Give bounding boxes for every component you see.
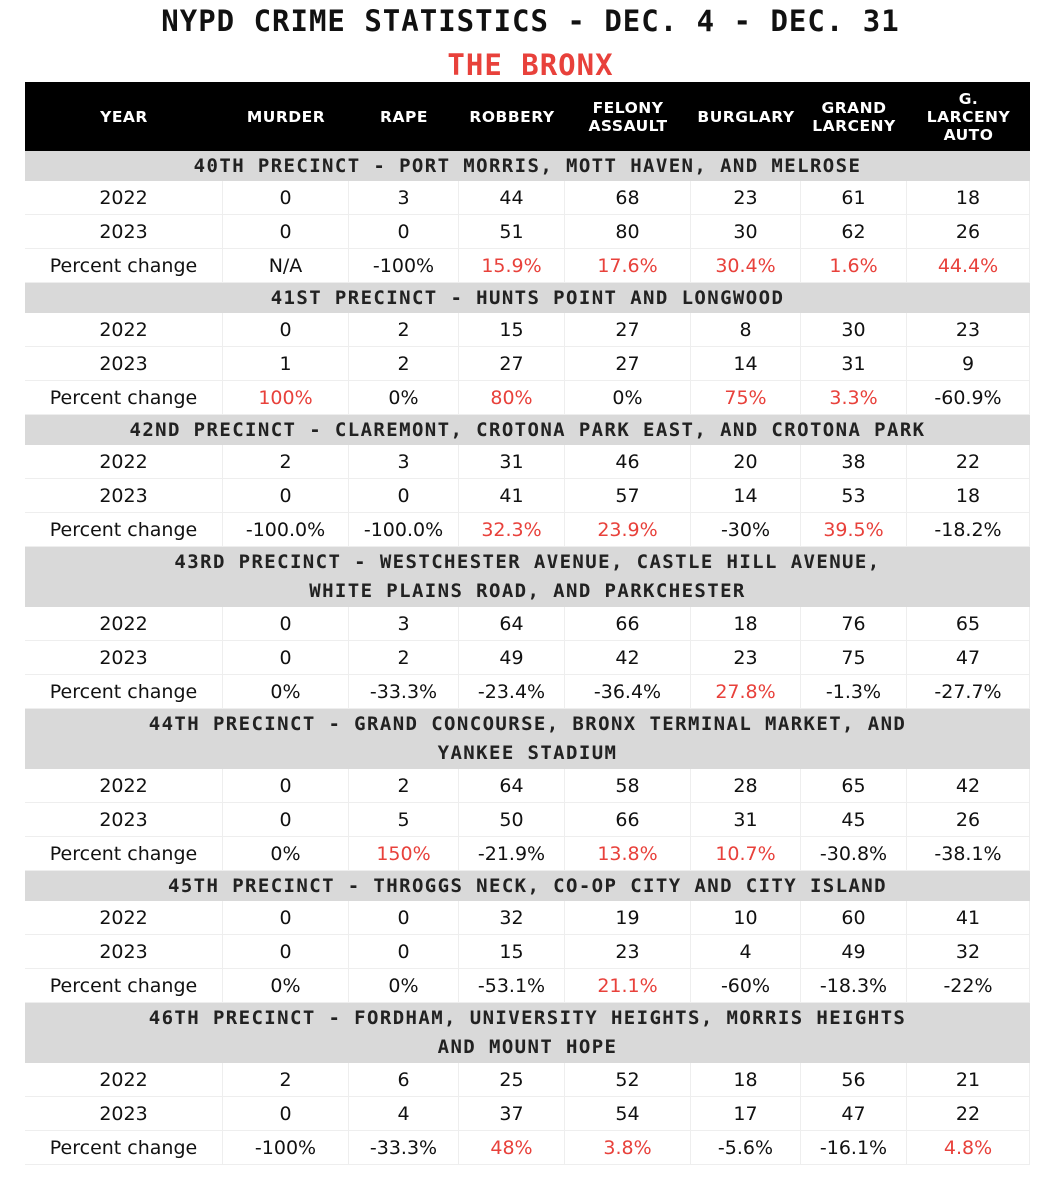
- table-cell: -30%: [691, 513, 801, 547]
- row-label: 2023: [25, 935, 223, 969]
- table-cell: 45: [801, 803, 907, 837]
- table-cell: 3: [349, 181, 459, 215]
- table-cell: 32.3%: [459, 513, 565, 547]
- table-cell: 23: [691, 641, 801, 675]
- table-cell: 31: [801, 347, 907, 381]
- table-cell: 80%: [459, 381, 565, 415]
- table-cell: 76: [801, 607, 907, 641]
- row-label: 2022: [25, 445, 223, 479]
- table-cell: 21.1%: [565, 969, 691, 1003]
- table-cell: 58: [565, 769, 691, 803]
- precinct-section-header: 41ST PRECINCT - HUNTS POINT AND LONGWOOD: [25, 283, 1030, 313]
- table-cell: 0: [349, 215, 459, 249]
- column-header: G. LARCENY AUTO: [907, 82, 1030, 151]
- table-cell: 0%: [349, 969, 459, 1003]
- table-cell: 62: [801, 215, 907, 249]
- table-cell: 0: [223, 607, 349, 641]
- table-cell: 8: [691, 313, 801, 347]
- row-label: 2023: [25, 215, 223, 249]
- table-cell: 1: [223, 347, 349, 381]
- table-cell: 25: [459, 1063, 565, 1097]
- table-cell: 18: [691, 607, 801, 641]
- table-cell: 150%: [349, 837, 459, 871]
- table-cell: 60: [801, 901, 907, 935]
- row-label: 2023: [25, 479, 223, 513]
- table-cell: 41: [459, 479, 565, 513]
- table-cell: 4: [691, 935, 801, 969]
- table-cell: 0%: [223, 969, 349, 1003]
- table-cell: 2: [349, 769, 459, 803]
- table-cell: 3: [349, 607, 459, 641]
- table-cell: 18: [907, 479, 1030, 513]
- table-cell: 66: [565, 803, 691, 837]
- column-header: YEAR: [25, 82, 223, 151]
- precinct-section-header: 46TH PRECINCT - FORDHAM, UNIVERSITY HEIGHTS, MORRIS HEIGHTS AND MOUNT HOPE: [25, 1003, 1030, 1063]
- table-cell: 75: [801, 641, 907, 675]
- column-header: RAPE: [349, 82, 459, 151]
- table-cell: 23: [907, 313, 1030, 347]
- table-cell: 9: [907, 347, 1030, 381]
- table-cell: 2: [223, 445, 349, 479]
- table-cell: 5: [349, 803, 459, 837]
- table-cell: 2: [349, 641, 459, 675]
- table-cell: -53.1%: [459, 969, 565, 1003]
- row-label: 2022: [25, 181, 223, 215]
- table-cell: 0: [223, 181, 349, 215]
- table-cell: -100.0%: [223, 513, 349, 547]
- row-label: 2022: [25, 769, 223, 803]
- table-cell: 26: [907, 215, 1030, 249]
- table-cell: 37: [459, 1097, 565, 1131]
- table-cell: 10.7%: [691, 837, 801, 871]
- page-title: NYPD CRIME STATISTICS - DEC. 4 - DEC. 31: [161, 4, 900, 38]
- table-cell: 50: [459, 803, 565, 837]
- table-cell: 0: [223, 769, 349, 803]
- table-cell: 0%: [223, 837, 349, 871]
- table-cell: 65: [801, 769, 907, 803]
- table-cell: 2: [349, 347, 459, 381]
- table-cell: 19: [565, 901, 691, 935]
- table-cell: 15.9%: [459, 249, 565, 283]
- table-cell: 47: [907, 641, 1030, 675]
- table-cell: 31: [691, 803, 801, 837]
- row-label: 2023: [25, 641, 223, 675]
- table-cell: -5.6%: [691, 1131, 801, 1165]
- table-cell: -33.3%: [349, 1131, 459, 1165]
- table-cell: 21: [907, 1063, 1030, 1097]
- table-cell: 30.4%: [691, 249, 801, 283]
- table-cell: 51: [459, 215, 565, 249]
- table-cell: 4.8%: [907, 1131, 1030, 1165]
- table-cell: 27: [565, 347, 691, 381]
- table-cell: 15: [459, 313, 565, 347]
- row-label: Percent change: [25, 969, 223, 1003]
- row-label: Percent change: [25, 249, 223, 283]
- table-cell: 1.6%: [801, 249, 907, 283]
- table-cell: -60%: [691, 969, 801, 1003]
- table-cell: 31: [459, 445, 565, 479]
- table-cell: 0: [223, 313, 349, 347]
- table-cell: 23: [565, 935, 691, 969]
- table-cell: 17: [691, 1097, 801, 1131]
- table-cell: 64: [459, 769, 565, 803]
- table-cell: 18: [691, 1063, 801, 1097]
- column-header: FELONY ASSAULT: [565, 82, 691, 151]
- precinct-section-header: 40TH PRECINCT - PORT MORRIS, MOTT HAVEN, AND MELROSE: [25, 151, 1030, 181]
- table-cell: -21.9%: [459, 837, 565, 871]
- precinct-section-header: 44TH PRECINCT - GRAND CONCOURSE, BRONX TERMINAL MARKET, AND YANKEE STADIUM: [25, 709, 1030, 769]
- table-cell: 32: [907, 935, 1030, 969]
- table-cell: 46: [565, 445, 691, 479]
- table-cell: 18: [907, 181, 1030, 215]
- table-cell: 0: [223, 901, 349, 935]
- table-cell: 42: [565, 641, 691, 675]
- table-cell: 38: [801, 445, 907, 479]
- row-label: 2023: [25, 347, 223, 381]
- row-label: Percent change: [25, 513, 223, 547]
- table-cell: -16.1%: [801, 1131, 907, 1165]
- table-cell: 23.9%: [565, 513, 691, 547]
- table-cell: 22: [907, 1097, 1030, 1131]
- table-cell: 47: [801, 1097, 907, 1131]
- table-cell: 30: [691, 215, 801, 249]
- table-cell: 44.4%: [907, 249, 1030, 283]
- table-cell: 52: [565, 1063, 691, 1097]
- row-label: 2022: [25, 901, 223, 935]
- row-label: Percent change: [25, 1131, 223, 1165]
- crime-statistics-table: [25, 82, 1030, 1165]
- table-cell: 41: [907, 901, 1030, 935]
- table-cell: 26: [907, 803, 1030, 837]
- table-cell: -100.0%: [349, 513, 459, 547]
- row-label: 2022: [25, 313, 223, 347]
- column-header: BURGLARY: [691, 82, 801, 151]
- table-cell: -36.4%: [565, 675, 691, 709]
- table-cell: 80: [565, 215, 691, 249]
- column-header: GRAND LARCENY: [801, 82, 907, 151]
- table-cell: -18.2%: [907, 513, 1030, 547]
- precinct-section-header: 42ND PRECINCT - CLAREMONT, CROTONA PARK EAST, AND CROTONA PARK: [25, 415, 1030, 445]
- table-cell: 68: [565, 181, 691, 215]
- table-cell: 0: [223, 479, 349, 513]
- table-cell: 27: [565, 313, 691, 347]
- table-cell: 3: [349, 445, 459, 479]
- table-cell: 57: [565, 479, 691, 513]
- table-cell: 14: [691, 347, 801, 381]
- table-cell: 15: [459, 935, 565, 969]
- table-cell: -27.7%: [907, 675, 1030, 709]
- row-label: 2022: [25, 607, 223, 641]
- table-cell: 0: [223, 215, 349, 249]
- table-cell: 23: [691, 181, 801, 215]
- table-cell: 54: [565, 1097, 691, 1131]
- table-cell: 17.6%: [565, 249, 691, 283]
- table-cell: 10: [691, 901, 801, 935]
- table-cell: 39.5%: [801, 513, 907, 547]
- table-cell: -33.3%: [349, 675, 459, 709]
- row-label: Percent change: [25, 837, 223, 871]
- table-cell: 6: [349, 1063, 459, 1097]
- row-label: Percent change: [25, 381, 223, 415]
- table-cell: 27: [459, 347, 565, 381]
- table-cell: 75%: [691, 381, 801, 415]
- table-cell: N/A: [223, 249, 349, 283]
- table-cell: 0: [349, 935, 459, 969]
- table-cell: 22: [907, 445, 1030, 479]
- table-cell: 0: [349, 901, 459, 935]
- table-cell: 2: [349, 313, 459, 347]
- table-cell: 0: [223, 935, 349, 969]
- table-cell: 53: [801, 479, 907, 513]
- table-cell: 42: [907, 769, 1030, 803]
- table-cell: 13.8%: [565, 837, 691, 871]
- column-header: MURDER: [223, 82, 349, 151]
- table-cell: 0%: [223, 675, 349, 709]
- table-cell: 0: [223, 803, 349, 837]
- table-cell: -22%: [907, 969, 1030, 1003]
- table-cell: 61: [801, 181, 907, 215]
- table-cell: -60.9%: [907, 381, 1030, 415]
- table-cell: 100%: [223, 381, 349, 415]
- table-cell: -38.1%: [907, 837, 1030, 871]
- column-header: ROBBERY: [459, 82, 565, 151]
- table-cell: 49: [801, 935, 907, 969]
- table-cell: 48%: [459, 1131, 565, 1165]
- table-cell: 0: [223, 641, 349, 675]
- table-cell: 0: [349, 479, 459, 513]
- table-cell: 0%: [565, 381, 691, 415]
- table-cell: 20: [691, 445, 801, 479]
- table-cell: 3.3%: [801, 381, 907, 415]
- precinct-section-header: 43RD PRECINCT - WESTCHESTER AVENUE, CASTLE HILL AVENUE, WHITE PLAINS ROAD, AND PARKCHESTER: [25, 547, 1030, 607]
- table-cell: 27.8%: [691, 675, 801, 709]
- table-cell: 30: [801, 313, 907, 347]
- table-cell: 28: [691, 769, 801, 803]
- precinct-section-header: 45TH PRECINCT - THROGGS NECK, CO-OP CITY AND CITY ISLAND: [25, 871, 1030, 901]
- table-cell: -30.8%: [801, 837, 907, 871]
- table-cell: 0%: [349, 381, 459, 415]
- table-cell: 65: [907, 607, 1030, 641]
- page-subtitle: THE BRONX: [447, 48, 614, 82]
- table-cell: -18.3%: [801, 969, 907, 1003]
- table-cell: 4: [349, 1097, 459, 1131]
- table-cell: 0: [223, 1097, 349, 1131]
- table-cell: 3.8%: [565, 1131, 691, 1165]
- table-cell: -100%: [223, 1131, 349, 1165]
- row-label: Percent change: [25, 675, 223, 709]
- table-cell: 66: [565, 607, 691, 641]
- table-cell: 44: [459, 181, 565, 215]
- table-cell: -23.4%: [459, 675, 565, 709]
- table-cell: 56: [801, 1063, 907, 1097]
- table-cell: 2: [223, 1063, 349, 1097]
- table-cell: 64: [459, 607, 565, 641]
- table-cell: 32: [459, 901, 565, 935]
- table-cell: -100%: [349, 249, 459, 283]
- table-cell: 49: [459, 641, 565, 675]
- row-label: 2023: [25, 803, 223, 837]
- table-cell: 14: [691, 479, 801, 513]
- row-label: 2022: [25, 1063, 223, 1097]
- table-cell: -1.3%: [801, 675, 907, 709]
- row-label: 2023: [25, 1097, 223, 1131]
